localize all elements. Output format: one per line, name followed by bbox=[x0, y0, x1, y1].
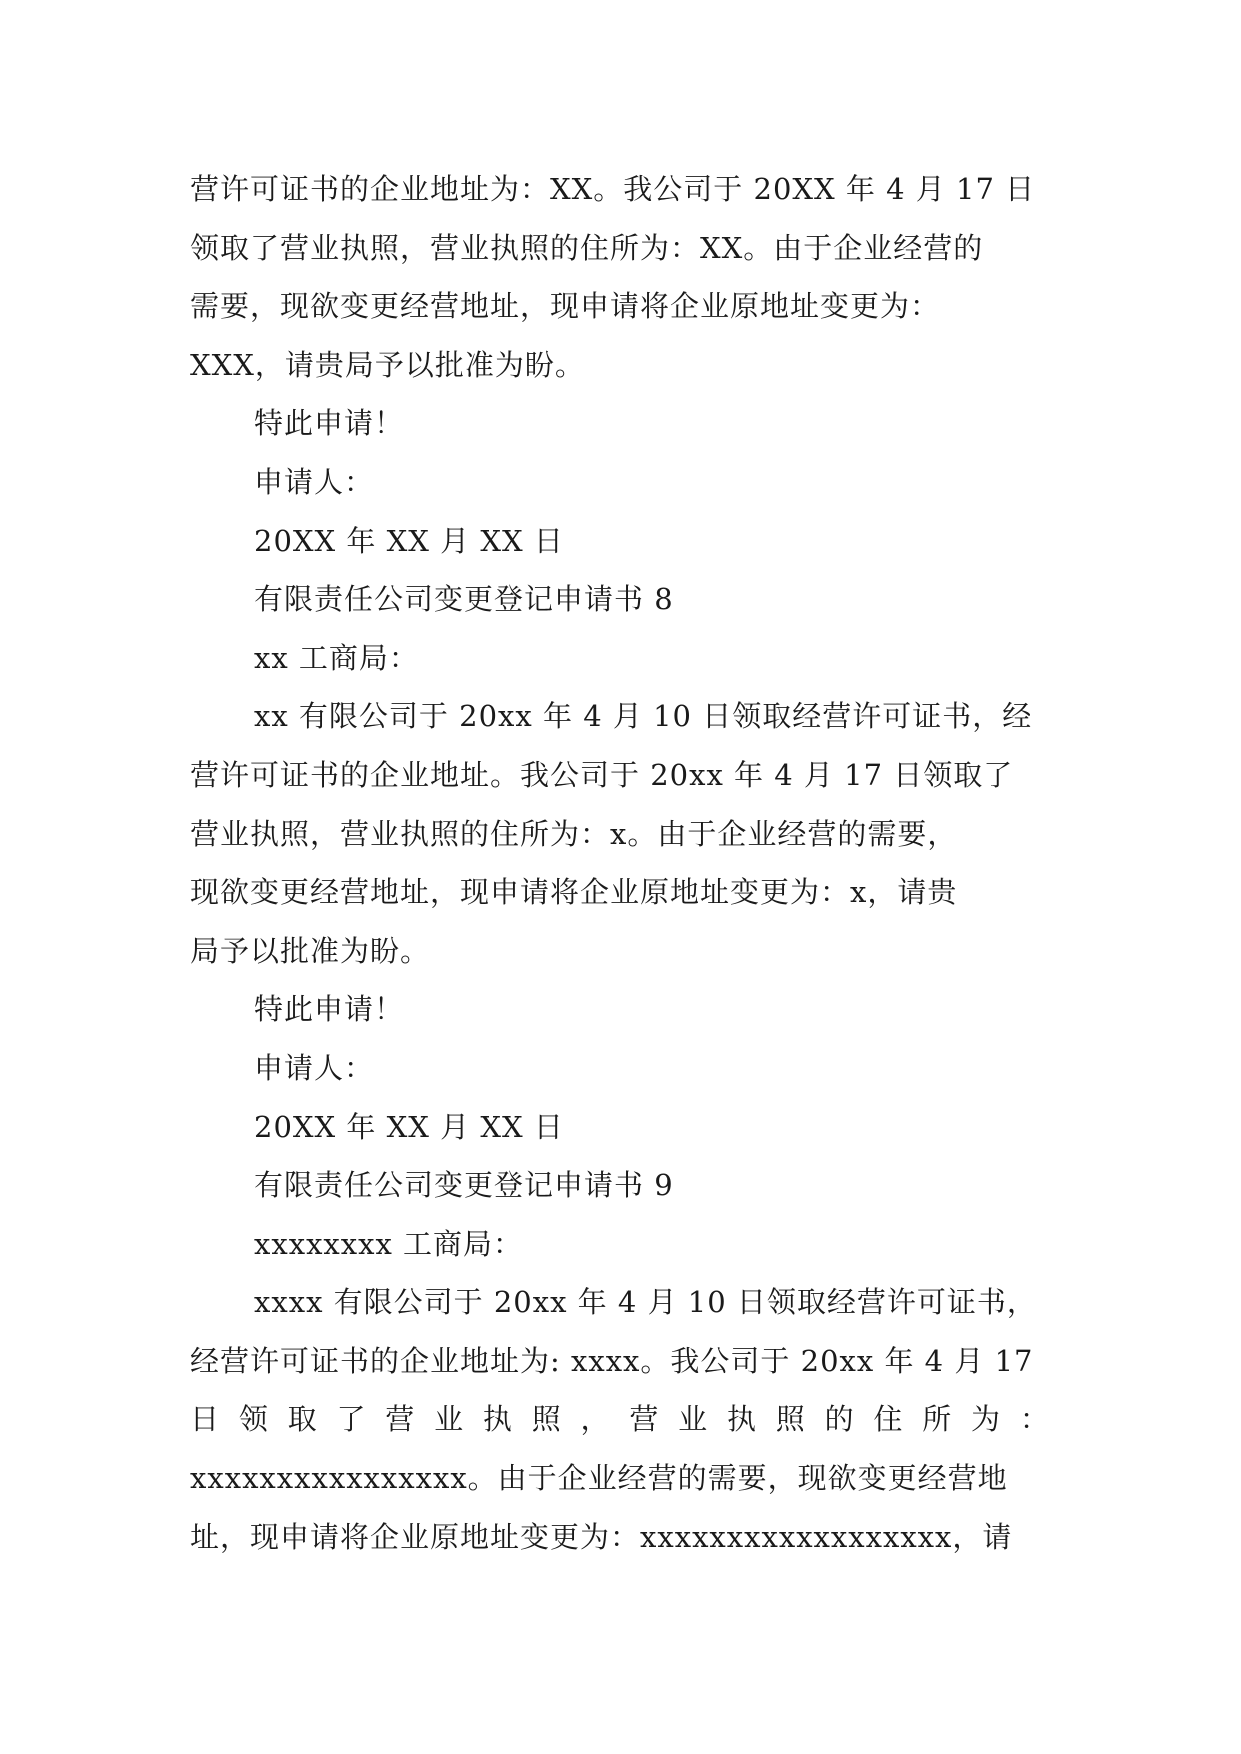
paragraph-line: 营许可证书的企业地址为：XX。我公司于 20XX 年 4 月 17 日 bbox=[190, 172, 1036, 206]
spread-char: 日 bbox=[190, 1402, 221, 1437]
date-line: 20XX 年 XX 月 XX 日 bbox=[254, 523, 564, 558]
section-title: 有限责任公司变更登记申请书 8 bbox=[254, 582, 674, 617]
paragraph-line: 址，现申请将企业原地址变更为：xxxxxxxxxxxxxxxxxx，请 bbox=[190, 1519, 1013, 1554]
paragraph-line: 现欲变更经营地址，现申请将企业原地址变更为：x，请贵 bbox=[190, 875, 958, 910]
paragraph-line: xx 有限公司于 20xx 年 4 月 10 日领取经营许可证书，经 bbox=[254, 699, 1033, 734]
date-line: 20XX 年 XX 月 XX 日 bbox=[254, 1109, 564, 1144]
applicant-label: 申请人： bbox=[254, 1050, 375, 1085]
spread-char: 取 bbox=[287, 1402, 318, 1437]
spread-char: 营 bbox=[629, 1402, 660, 1437]
spread-char: ： bbox=[1019, 1402, 1050, 1437]
spread-char: 所 bbox=[922, 1402, 953, 1437]
paragraph-line: 需要，现欲变更经营地址，现申请将企业原地址变更为： bbox=[190, 289, 941, 324]
spread-char: 照 bbox=[531, 1402, 562, 1437]
addressee-line: xxxxxxxx 工商局： bbox=[254, 1226, 524, 1261]
closing-line: 特此申请！ bbox=[254, 992, 405, 1027]
closing-line: 特此申请！ bbox=[254, 406, 405, 441]
paragraph-line: 经营许可证书的企业地址为: xxxx。我公司于 20xx 年 4 月 17 bbox=[190, 1343, 1034, 1378]
spread-char: 住 bbox=[873, 1402, 904, 1437]
section-title: 有限责任公司变更登记申请书 9 bbox=[254, 1168, 674, 1203]
paragraph-line-spread bbox=[190, 1390, 1050, 1449]
paragraph-line: 领取了营业执照，营业执照的住所为：XX。由于企业经营的 bbox=[190, 230, 984, 265]
spread-char: 为 bbox=[971, 1402, 1002, 1437]
spread-char: 营 bbox=[385, 1402, 416, 1437]
spread-char: 业 bbox=[678, 1402, 709, 1437]
spread-char: 执 bbox=[482, 1402, 513, 1437]
spread-char: 执 bbox=[726, 1402, 757, 1437]
applicant-label: 申请人： bbox=[254, 464, 375, 499]
spread-char: 业 bbox=[434, 1402, 465, 1437]
paragraph-line: XXX，请贵局予以批准为盼。 bbox=[190, 347, 585, 382]
spread-char: 照 bbox=[775, 1402, 806, 1437]
spread-char: 的 bbox=[824, 1402, 855, 1437]
document-body bbox=[190, 160, 1050, 1566]
paragraph-line: xxxxxxxxxxxxxxxx。由于企业经营的需要，现欲变更经营地 bbox=[190, 1461, 1008, 1496]
addressee-line: xx 工商局： bbox=[254, 640, 419, 675]
paragraph-line: 营业执照，营业执照的住所为：x。由于企业经营的需要， bbox=[190, 816, 958, 851]
spread-char: 了 bbox=[336, 1402, 367, 1437]
spread-char: ， bbox=[580, 1402, 611, 1437]
paragraph-line: xxxx 有限公司于 20xx 年 4 月 10 日领取经营许可证书， bbox=[254, 1285, 1037, 1320]
paragraph-line: 局予以批准为盼。 bbox=[190, 933, 431, 968]
paragraph-line: 营许可证书的企业地址。我公司于 20xx 年 4 月 17 日领取了 bbox=[190, 757, 1014, 792]
spread-char: 领 bbox=[238, 1402, 269, 1437]
